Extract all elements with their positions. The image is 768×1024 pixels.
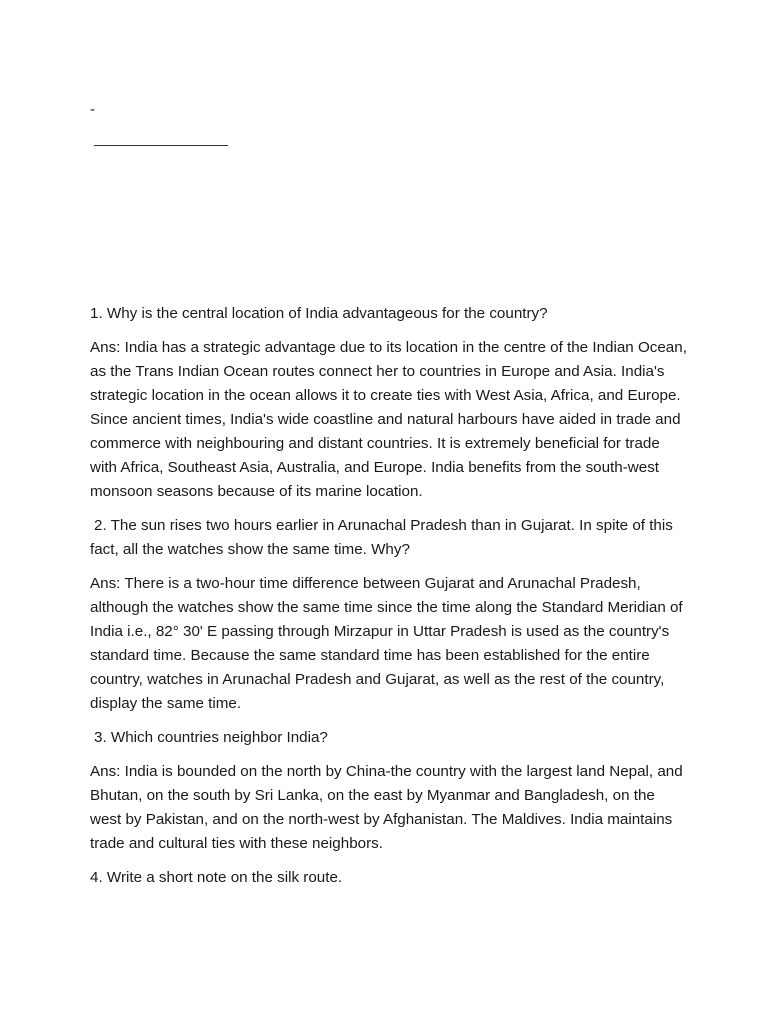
answer-3: Ans: India is bounded on the north by China-the country with the largest land Nepal, and Bhutan, on the south by Sri Lanka, on the east by Myanmar and Bangladesh, on the west by Pakistan, and on the north-west by Afghanistan. The Maldives. India maintains trade and cultural ties with these neighbors. — [90, 763, 683, 852]
answer-1: Ans: India has a strategic advantage due to its location in the centre of the Indian Ocean, as the Trans Indian Ocean routes connect her to countries in Europe and Asia. India's strategic location in the ocean allows it to create ties with West Asia, Africa, and Europe. Since ancient times, India's wide coastline and natural harbours have aided in trade and commerce with neighbouring and distant countries. It is extremely beneficial for trade with Africa, Southeast Asia, Australia, and Europe. India benefits from the south-west monsoon seasons because of its marine location. — [90, 339, 687, 500]
question-2: 2. The sun rises two hours earlier in Arunachal Pradesh than in Gujarat. In spite of this fact, all the watches show the same time. Why? — [90, 517, 673, 558]
header-rule — [94, 145, 228, 146]
qa-content — [90, 302, 690, 900]
question-4: 4. Write a short note on the silk route. — [90, 869, 343, 886]
answer-2: Ans: There is a two-hour time difference between Gujarat and Arunachal Pradesh, although the watches show the same time since the time along the Standard Meridian of India i.e., 82° 30' E passing through Mirzapur in Uttar Pradesh is used as the country's standard time. Because the same standard time has been established for the entire country, watches in Arunachal Pradesh and Gujarat, as well as the rest of the country, display the same time. — [90, 575, 683, 712]
header-dash: - — [90, 101, 95, 118]
question-1: 1. Why is the central location of India advantageous for the country? — [90, 305, 548, 322]
question-3: 3. Which countries neighbor India? — [94, 729, 328, 746]
